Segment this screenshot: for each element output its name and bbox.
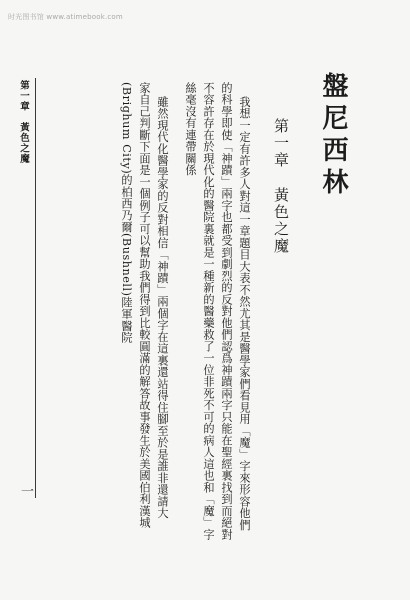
book-title: 盤尼西林: [318, 72, 348, 200]
margin-rule: [35, 78, 36, 498]
body-column-7: (Brighum City)的柏西乃爾(Bushnell)陸軍醫院: [120, 82, 133, 344]
body-column-3: 不容許存在於現代化的醫院裏就是一種新的醫藥救了一位非死不可的病人這也和「魔」字: [202, 82, 215, 541]
body-column-6: 家自己判斷下面是一個例子可以幫助我們得到比較圓滿的解答故事發生於美國伯利漢城: [138, 82, 151, 529]
body-column-1: 我想一定有許多人對這一章題目大表不然尤其是醫學家們看見用「魔」字來形容他們: [238, 96, 251, 531]
chapter-number: 第一章: [272, 118, 290, 169]
watermark: 时光图书馆 www.atimebook.com: [8, 13, 123, 21]
body-column-2: 的科學即使「神蹟」兩字也都受到劇烈的反對他們認爲神蹟兩字只能在聖經裏找到而絕對: [220, 82, 233, 541]
body-column-5: 雖然現代化醫學家的反對相信「神蹟」兩個字在這裏還站得住腳至於是誰非還請大: [156, 96, 169, 519]
running-head: 第一章 黃色之魔: [18, 80, 29, 164]
body-column-4: 絲毫沒有連帶關係: [184, 82, 197, 176]
chapter-title: 黃色之魔: [272, 187, 290, 255]
chapter-heading: [271, 118, 292, 255]
page-number: 一: [18, 484, 33, 497]
